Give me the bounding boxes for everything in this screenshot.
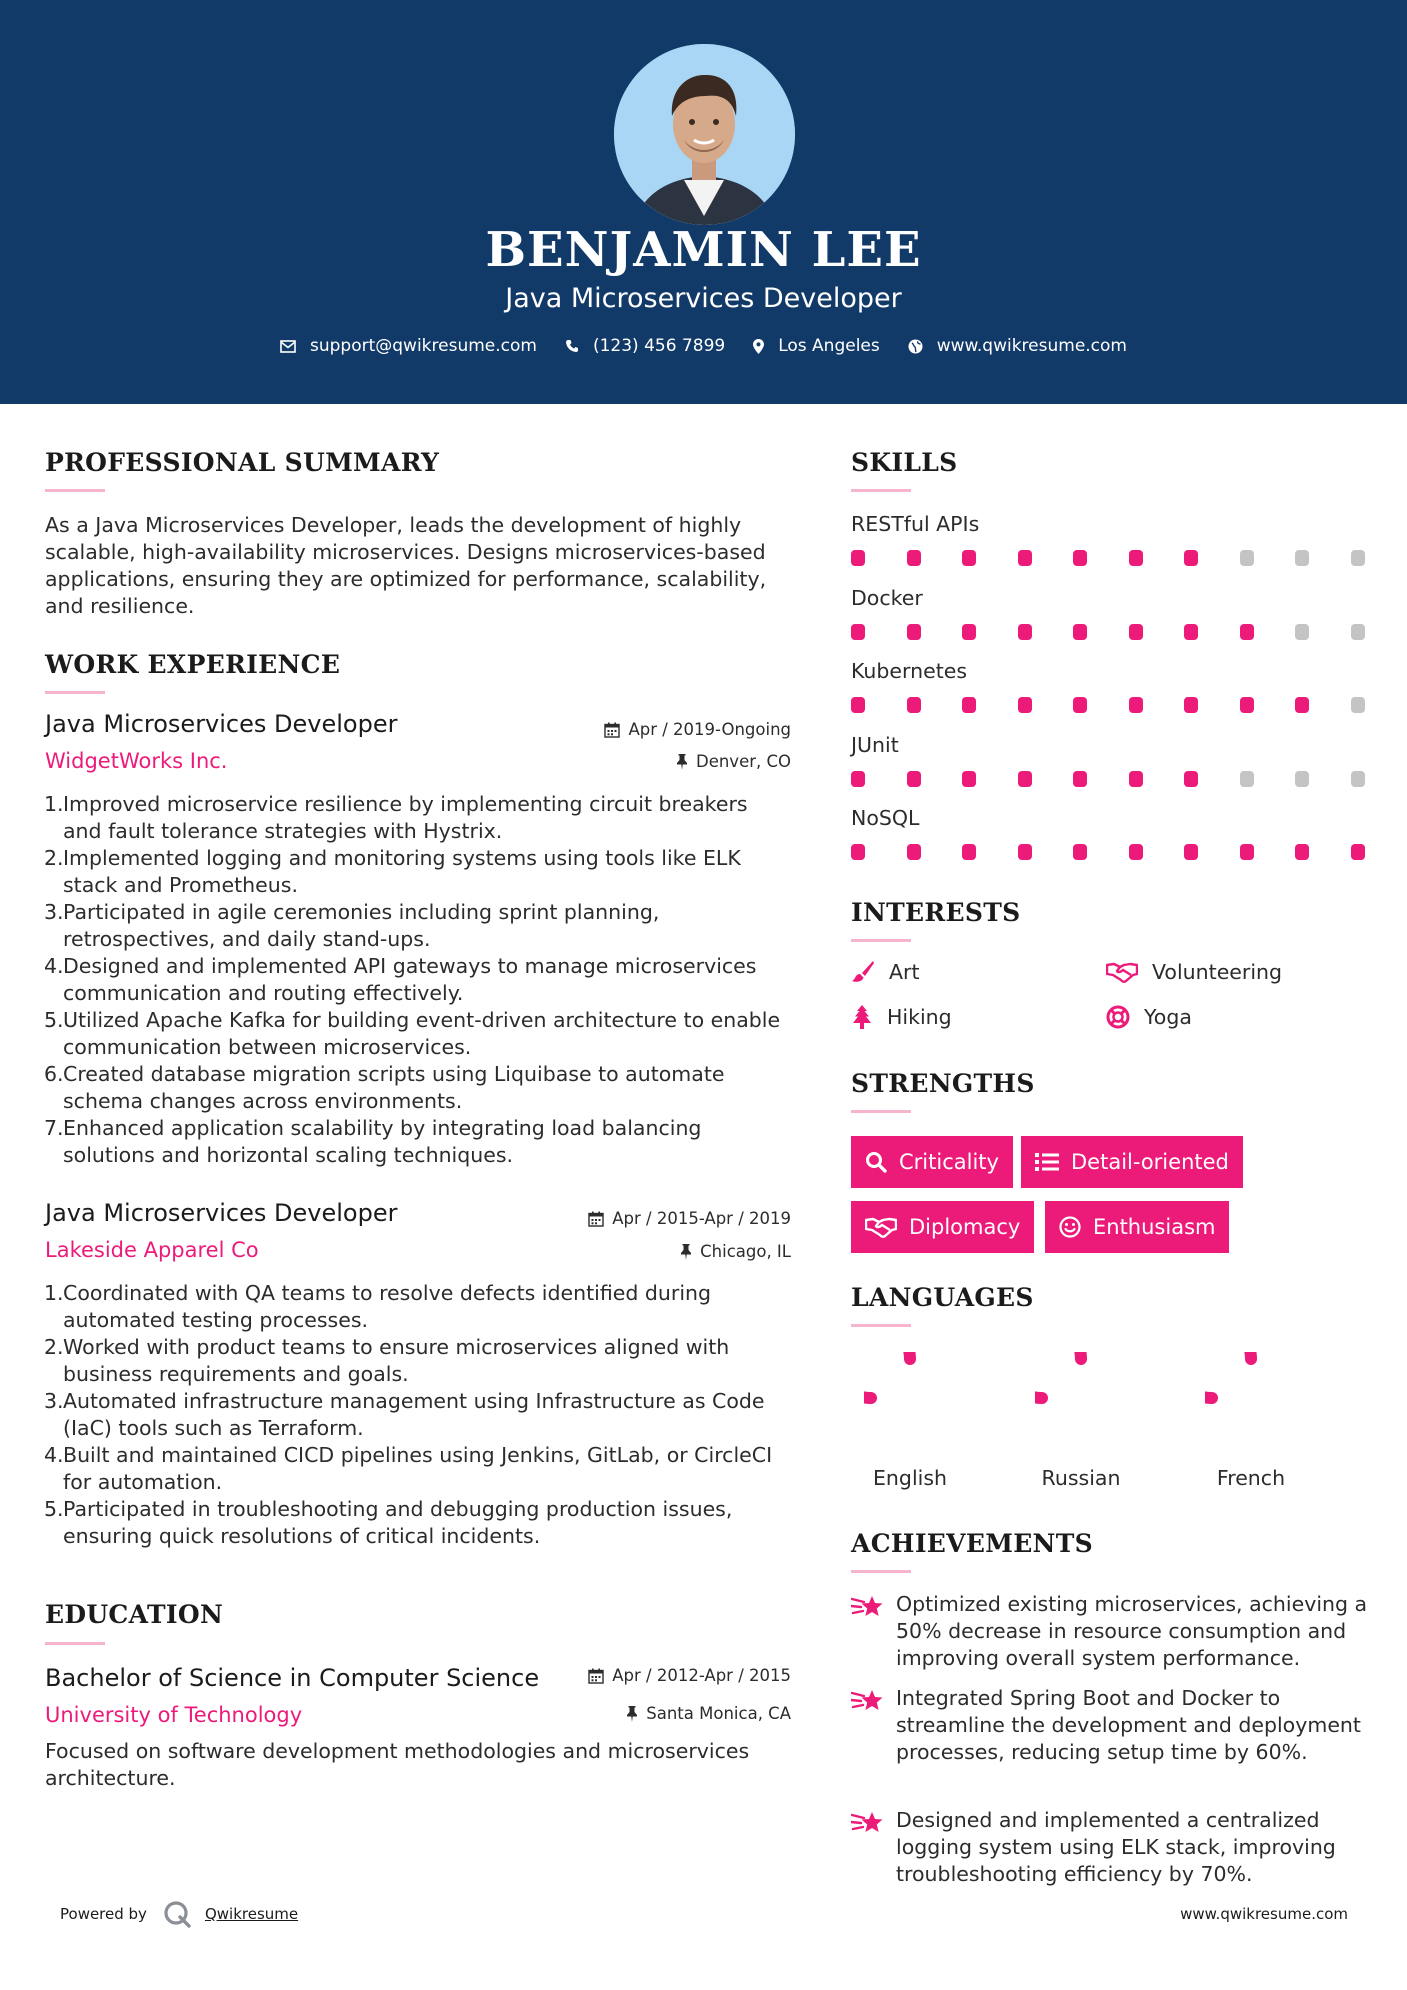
rating-dot-filled bbox=[907, 844, 921, 860]
candidate-name: BENJAMIN LEE bbox=[485, 222, 922, 278]
skill-name: JUnit bbox=[851, 732, 899, 757]
job-2-dates-text: Apr / 2015-Apr / 2019 bbox=[612, 1209, 791, 1228]
job-2-location bbox=[680, 1242, 791, 1261]
rating-dot-filled bbox=[962, 624, 976, 640]
rating-dot-filled bbox=[1018, 844, 1032, 860]
calendar-icon bbox=[604, 722, 620, 738]
language-progress-arc bbox=[1035, 1352, 1081, 1398]
contact-phone[interactable] bbox=[565, 336, 725, 356]
footer-website[interactable]: www.qwikresume.com bbox=[1180, 1905, 1348, 1923]
smile-icon bbox=[1059, 1216, 1081, 1238]
job-1-company: WidgetWorks Inc. bbox=[45, 749, 228, 773]
language-name: English bbox=[872, 1466, 948, 1490]
rating-dot-empty bbox=[1351, 771, 1365, 787]
rating-dot-filled bbox=[907, 550, 921, 566]
rating-dot-filled bbox=[907, 697, 921, 713]
rating-dot-filled bbox=[1129, 844, 1143, 860]
rating-dot-empty bbox=[1295, 550, 1309, 566]
shooting-star-icon bbox=[851, 1593, 885, 1621]
language-name: French bbox=[1216, 1466, 1286, 1490]
list-item: 1. Coordinated with QA teams to resolve defects identified during automated testing processes. bbox=[44, 1281, 712, 1332]
school-name: University of Technology bbox=[45, 1703, 303, 1727]
interests-heading: INTERESTS bbox=[851, 898, 1021, 927]
skill-name: RESTful APIs bbox=[851, 512, 980, 536]
rating-dot-empty bbox=[1295, 771, 1309, 787]
strength-label: Diplomacy bbox=[909, 1215, 1021, 1239]
degree-title: Bachelor of Science in Computer Science bbox=[45, 1664, 540, 1692]
skill-rating bbox=[851, 697, 1365, 713]
rating-dot-filled bbox=[851, 624, 865, 640]
language-item bbox=[1006, 1352, 1156, 1490]
job-2-location-text: Chicago, IL bbox=[700, 1242, 791, 1261]
achievement-item bbox=[851, 1685, 1371, 1766]
lifebuoy-icon bbox=[1106, 1005, 1130, 1029]
achievement-item bbox=[851, 1591, 1371, 1672]
rating-dot-filled bbox=[1295, 844, 1309, 860]
rating-dot-filled bbox=[851, 771, 865, 787]
rating-dot-filled bbox=[1073, 771, 1087, 787]
qwikresume-logo-icon bbox=[163, 1900, 193, 1928]
rating-dot-empty bbox=[1351, 624, 1365, 640]
interest-yoga bbox=[1106, 1005, 1192, 1029]
language-progress-arc bbox=[864, 1352, 910, 1398]
rating-dot-filled bbox=[851, 697, 865, 713]
rating-dot-filled bbox=[1073, 550, 1087, 566]
rating-dot-filled bbox=[1184, 844, 1198, 860]
interest-label: Hiking bbox=[887, 1005, 952, 1029]
language-progress-arc bbox=[1205, 1352, 1251, 1398]
shooting-star-icon bbox=[851, 1687, 885, 1715]
rating-dot-filled bbox=[907, 624, 921, 640]
strength-label: Detail-oriented bbox=[1071, 1150, 1229, 1174]
footer-powered-by bbox=[60, 1900, 298, 1928]
job-1-location bbox=[676, 752, 791, 771]
achievements-heading: ACHIEVEMENTS bbox=[851, 1529, 1093, 1558]
education-heading-underline bbox=[45, 1642, 105, 1645]
rating-dot-filled bbox=[962, 550, 976, 566]
rating-dot-filled bbox=[1129, 624, 1143, 640]
handshake-icon bbox=[1106, 961, 1138, 983]
interest-art bbox=[851, 960, 920, 984]
rating-dot-filled bbox=[962, 697, 976, 713]
education-dates-text: Apr / 2012-Apr / 2015 bbox=[612, 1666, 791, 1685]
rating-dot-filled bbox=[851, 844, 865, 860]
rating-dot-filled bbox=[1184, 624, 1198, 640]
rating-dot-filled bbox=[1018, 697, 1032, 713]
rating-dot-filled bbox=[1184, 550, 1198, 566]
list-icon bbox=[1035, 1152, 1059, 1172]
languages-heading: LANGUAGES bbox=[851, 1283, 1034, 1312]
summary-heading: PROFESSIONAL SUMMARY bbox=[45, 448, 440, 477]
rating-dot-filled bbox=[1129, 697, 1143, 713]
interest-label: Yoga bbox=[1144, 1005, 1192, 1029]
rating-dot-filled bbox=[1295, 697, 1309, 713]
rating-dot-filled bbox=[1240, 624, 1254, 640]
achievements-heading-underline bbox=[851, 1570, 911, 1573]
education-dates bbox=[588, 1666, 791, 1685]
globe-icon bbox=[908, 339, 923, 354]
strengths-heading-underline bbox=[851, 1110, 911, 1113]
calendar-icon bbox=[588, 1668, 604, 1684]
rating-dot-empty bbox=[1351, 550, 1365, 566]
rating-dot-filled bbox=[1129, 550, 1143, 566]
list-item: 5. Participated in troubleshooting and debugging production issues, ensuring quick resolutions of critical incidents. bbox=[44, 1497, 733, 1548]
list-item: 5. Utilized Apache Kafka for building event-driven architecture to enable communication between microservices. bbox=[44, 1008, 781, 1059]
strengths-heading: STRENGTHS bbox=[851, 1069, 1035, 1098]
language-item bbox=[1176, 1352, 1326, 1490]
language-progress-ring bbox=[1205, 1352, 1297, 1444]
pushpin-icon bbox=[680, 1244, 692, 1260]
qwikresume-link[interactable]: Qwikresume bbox=[204, 1905, 299, 1923]
experience-heading-underline bbox=[45, 691, 105, 694]
job-1-dates bbox=[604, 720, 791, 739]
rating-dot-filled bbox=[1018, 624, 1032, 640]
interest-label: Volunteering bbox=[1152, 960, 1283, 984]
skill-rating bbox=[851, 550, 1365, 566]
list-item: 7. Enhanced application scalability by integrating load balancing solutions and horizontal scaling techniques. bbox=[44, 1116, 702, 1167]
contact-phone-text: (123) 456 7899 bbox=[592, 336, 726, 356]
strength-label: Enthusiasm bbox=[1093, 1215, 1216, 1239]
shooting-star-icon bbox=[851, 1809, 885, 1837]
interest-hiking bbox=[851, 1005, 952, 1029]
powered-by-label: Powered by bbox=[60, 1905, 147, 1923]
handshake-icon bbox=[865, 1216, 897, 1238]
rating-dot-filled bbox=[907, 771, 921, 787]
interests-heading-underline bbox=[851, 939, 911, 942]
language-item bbox=[835, 1352, 985, 1490]
job-1-dates-text: Apr / 2019-Ongoing bbox=[628, 720, 791, 739]
rating-dot-filled bbox=[851, 550, 865, 566]
summary-text: As a Java Microservices Developer, leads the development of highly scalable, high-availability microservices. Designs microservices-based applications, ensuring they are optimized for performance, scalability, and resilience. bbox=[45, 513, 767, 618]
contact-website-text: www.qwikresume.com bbox=[936, 336, 1127, 356]
summary-heading-underline bbox=[45, 489, 105, 492]
tree-icon bbox=[851, 1005, 873, 1029]
pushpin-icon bbox=[676, 754, 688, 770]
contact-website[interactable] bbox=[908, 336, 1127, 356]
list-item: 3. Participated in agile ceremonies including sprint planning, retrospectives, and daily stand-ups. bbox=[44, 900, 660, 951]
language-progress-ring bbox=[864, 1352, 956, 1444]
contact-bar bbox=[0, 336, 1407, 356]
list-item: 4. Designed and implemented API gateways to manage microservices communication and routing effectively. bbox=[44, 954, 757, 1005]
job-1-responsibilities bbox=[44, 791, 784, 1169]
skill-name: NoSQL bbox=[851, 806, 920, 830]
contact-location-text: Los Angeles bbox=[778, 336, 880, 356]
list-item: 2. Implemented logging and monitoring systems using tools like ELK stack and Prometheus. bbox=[44, 846, 741, 897]
rating-dot-filled bbox=[1184, 771, 1198, 787]
education-location bbox=[626, 1704, 791, 1723]
rating-dot-filled bbox=[1129, 771, 1143, 787]
rating-dot-filled bbox=[1240, 844, 1254, 860]
contact-email-text: support@qwikresume.com bbox=[310, 336, 537, 356]
education-description: Focused on software development methodologies and microservices architecture. bbox=[45, 1739, 750, 1790]
rating-dot-empty bbox=[1351, 697, 1365, 713]
list-item: 3. Automated infrastructure management using Infrastructure as Code (IaC) tools such as Terraform. bbox=[44, 1389, 765, 1440]
profile-photo bbox=[614, 44, 795, 225]
list-item: 6. Created database migration scripts using Liquibase to automate schema changes across environments. bbox=[44, 1062, 725, 1113]
interest-label: Art bbox=[889, 960, 920, 984]
strength-tag-diplomacy bbox=[851, 1201, 1034, 1253]
job-2-role: Java Microservices Developer bbox=[45, 1199, 398, 1227]
skills-heading: SKILLS bbox=[851, 448, 958, 477]
resume-header bbox=[0, 0, 1407, 404]
job-2-company: Lakeside Apparel Co bbox=[45, 1238, 259, 1262]
skill-rating bbox=[851, 771, 1365, 787]
rating-dot-filled bbox=[1351, 844, 1365, 860]
search-icon bbox=[865, 1151, 887, 1173]
skill-name: Docker bbox=[851, 585, 923, 610]
candidate-title: Java Microservices Developer bbox=[505, 283, 902, 314]
skill-rating bbox=[851, 624, 1365, 640]
rating-dot-filled bbox=[1240, 697, 1254, 713]
list-item: 2. Worked with product teams to ensure microservices aligned with business requirements and goals. bbox=[44, 1335, 730, 1386]
achievement-item bbox=[851, 1807, 1371, 1888]
job-2-responsibilities bbox=[44, 1280, 784, 1550]
skills-heading-underline bbox=[851, 489, 911, 492]
list-item: 4. Built and maintained CICD pipelines using Jenkins, GitLab, or CircleCI for automation. bbox=[44, 1443, 773, 1494]
pushpin-icon bbox=[626, 1706, 638, 1722]
education-location-text: Santa Monica, CA bbox=[646, 1704, 791, 1723]
language-progress-ring bbox=[1035, 1352, 1127, 1444]
education-heading: EDUCATION bbox=[45, 1600, 224, 1629]
rating-dot-filled bbox=[1018, 771, 1032, 787]
achievement-text: Integrated Spring Boot and Docker to streamline the development and deployment processes, reducing setup time by 60%. bbox=[896, 1686, 1361, 1764]
job-2-dates bbox=[588, 1209, 791, 1228]
phone-icon bbox=[565, 339, 579, 353]
contact-email[interactable] bbox=[280, 336, 537, 356]
rating-dot-filled bbox=[962, 771, 976, 787]
envelope-icon bbox=[280, 340, 296, 353]
skill-rating bbox=[851, 844, 1365, 860]
achievement-text: Optimized existing microservices, achieving a 50% decrease in resource consumption and improving overall system performance. bbox=[896, 1592, 1368, 1670]
rating-dot-filled bbox=[1073, 624, 1087, 640]
experience-heading: WORK EXPERIENCE bbox=[45, 650, 341, 679]
rating-dot-filled bbox=[962, 844, 976, 860]
rating-dot-filled bbox=[1073, 844, 1087, 860]
rating-dot-filled bbox=[1018, 550, 1032, 566]
strength-tag-detail-oriented bbox=[1021, 1136, 1243, 1188]
rating-dot-filled bbox=[1184, 697, 1198, 713]
rating-dot-filled bbox=[1073, 697, 1087, 713]
calendar-icon bbox=[588, 1211, 604, 1227]
strength-label: Criticality bbox=[899, 1150, 999, 1174]
paintbrush-icon bbox=[851, 960, 875, 984]
rating-dot-empty bbox=[1240, 771, 1254, 787]
rating-dot-empty bbox=[1295, 624, 1309, 640]
languages-heading-underline bbox=[851, 1324, 911, 1327]
job-1-role: Java Microservices Developer bbox=[45, 710, 398, 738]
contact-location bbox=[753, 336, 880, 356]
strength-tag-enthusiasm bbox=[1045, 1201, 1229, 1253]
map-pin-icon bbox=[753, 339, 764, 354]
rating-dot-empty bbox=[1240, 550, 1254, 566]
job-1-location-text: Denver, CO bbox=[695, 752, 791, 771]
skill-name: Kubernetes bbox=[851, 659, 968, 683]
interest-volunteering bbox=[1106, 960, 1282, 984]
strength-tag-criticality bbox=[851, 1136, 1013, 1188]
language-name: Russian bbox=[1041, 1466, 1121, 1490]
list-item: 1. Improved microservice resilience by implementing circuit breakers and fault tolerance strategies with Hystrix. bbox=[44, 792, 748, 843]
achievement-text: Designed and implemented a centralized logging system using ELK stack, improving troubleshooting efficiency by 70%. bbox=[896, 1808, 1336, 1886]
